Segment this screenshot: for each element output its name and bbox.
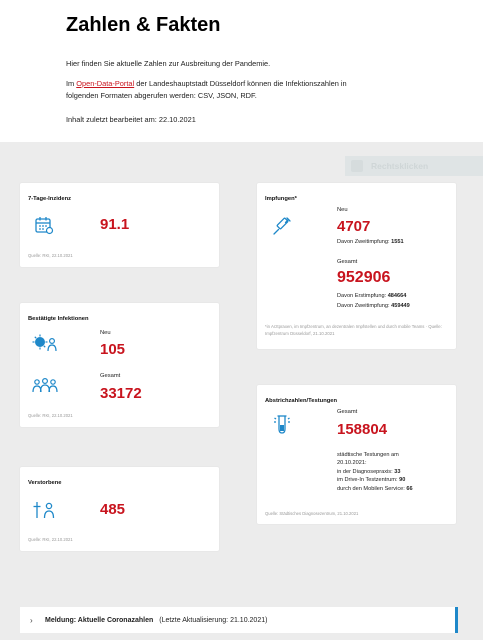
impfungen-neu-label: Neu (337, 207, 348, 213)
test-tube-icon (273, 413, 291, 435)
virus-person-icon (32, 333, 58, 353)
portal-suffix: der Landeshauptstadt Düsseldorf können die Infektionszahlen in (134, 79, 347, 88)
infektionen-source: Quelle: RKI, 22.10.2021 (28, 413, 73, 418)
infektionen-gesamt-value: 33172 (100, 385, 142, 402)
chevron-right-icon: › (30, 615, 33, 625)
drive-value: 90 (399, 477, 406, 484)
portal-prefix: Im (66, 79, 77, 88)
portal-text (66, 78, 347, 101)
erst-value: 484664 (387, 293, 407, 299)
inzidenz-source: Quelle: RKI, 22.10.2021 (28, 253, 73, 258)
portal-formats: folgenden Formaten abgerufen werden: CSV, JSON, RDF. (66, 90, 257, 100)
impfungen-gesamt-label: Gesamt (337, 259, 358, 265)
intro-section (0, 0, 483, 142)
page-title: Zahlen & Fakten (66, 14, 221, 36)
testungen-line2: 20.10.2021: (337, 460, 367, 467)
floating-button-label: Rechtsklicken (371, 161, 429, 171)
infektionen-gesamt-label: Gesamt (100, 373, 121, 379)
verstorbene-title: Verstorbene (28, 480, 62, 486)
erst-label: Davon Erstimpfung: (337, 293, 388, 299)
button-icon (351, 160, 363, 172)
impfungen-title: Impfungen* (265, 196, 297, 202)
impfungen-gesamt-value: 952906 (337, 269, 391, 286)
testungen-mobil (337, 485, 413, 493)
testungen-drive (337, 476, 413, 484)
drive-label: im Drive-In Testzentrum: (337, 477, 400, 484)
inzidenz-title: 7-Tage-Inzidenz (28, 196, 72, 202)
accordion-meldung[interactable] (20, 607, 458, 633)
zweit-value: 459449 (391, 303, 410, 309)
zweit-neu-label: Davon Zweitimpfung: (337, 239, 392, 245)
card-inzidenz (20, 183, 219, 267)
impfungen-erst (337, 293, 406, 299)
impfungen-zweit-neu (337, 239, 404, 245)
praxis-label: in der Diagnosepraxis: (337, 468, 395, 475)
cross-person-icon (32, 500, 56, 520)
testungen-title: Abstrichzahlen/Testungen (265, 398, 338, 404)
intro-text: Hier finden Sie aktuelle Zahlen zur Ausbreitung der Pandemie. (66, 59, 271, 68)
open-data-portal-link[interactable]: Open-Data-Portal (76, 79, 135, 88)
mobil-value: 66 (406, 485, 413, 492)
testungen-gesamt-label: Gesamt (337, 409, 358, 415)
accordion-title: Meldung: Aktuelle Coronazahlen (45, 616, 154, 624)
group-icon (32, 377, 58, 395)
inzidenz-value: 91.1 (100, 216, 130, 233)
card-verstorbene (20, 467, 219, 551)
testungen-details (337, 451, 413, 493)
impfungen-note: *in Arztpraxen, im Impfzentrum, an dezentralen Impfstellen und durch mobile Teams · Quelle: Impfzentrum Düsseldorf, 21.10.2021 (265, 324, 442, 336)
testungen-praxis (337, 468, 413, 476)
infektionen-neu-label: Neu (100, 330, 111, 336)
accordion-meta: (Letzte Aktualisierung: 21.10.2021) (159, 616, 268, 624)
calendar-virus-icon (34, 215, 54, 235)
zweit-label: Davon Zweitimpfung: (337, 303, 392, 309)
praxis-value: 33 (394, 468, 401, 475)
updated-text: Inhalt zuletzt bearbeitet am: 22.10.2021 (66, 115, 196, 124)
card-infektionen (20, 303, 219, 427)
floating-button[interactable] (345, 156, 483, 176)
infektionen-title: Bestätigte Infektionen (28, 316, 89, 322)
testungen-gesamt-value: 158804 (337, 421, 388, 438)
zweit-neu-value: 1551 (391, 239, 404, 245)
impfungen-neu-value: 4707 (337, 218, 371, 235)
card-impfungen (257, 183, 456, 349)
verstorbene-value: 485 (100, 501, 126, 518)
testungen-line1: städtische Testungen am (337, 452, 399, 458)
mobil-label: durch den Mobilen Service: (337, 485, 407, 492)
verstorbene-source: Quelle: RKI, 22.10.2021 (28, 537, 73, 542)
infektionen-neu-value: 105 (100, 341, 126, 358)
impfungen-zweit (337, 303, 410, 309)
testungen-source: Quelle: Städtisches Diagnosezentrum, 21.10.2021 (265, 511, 359, 516)
card-testungen (257, 385, 456, 524)
syringe-icon (271, 215, 293, 237)
